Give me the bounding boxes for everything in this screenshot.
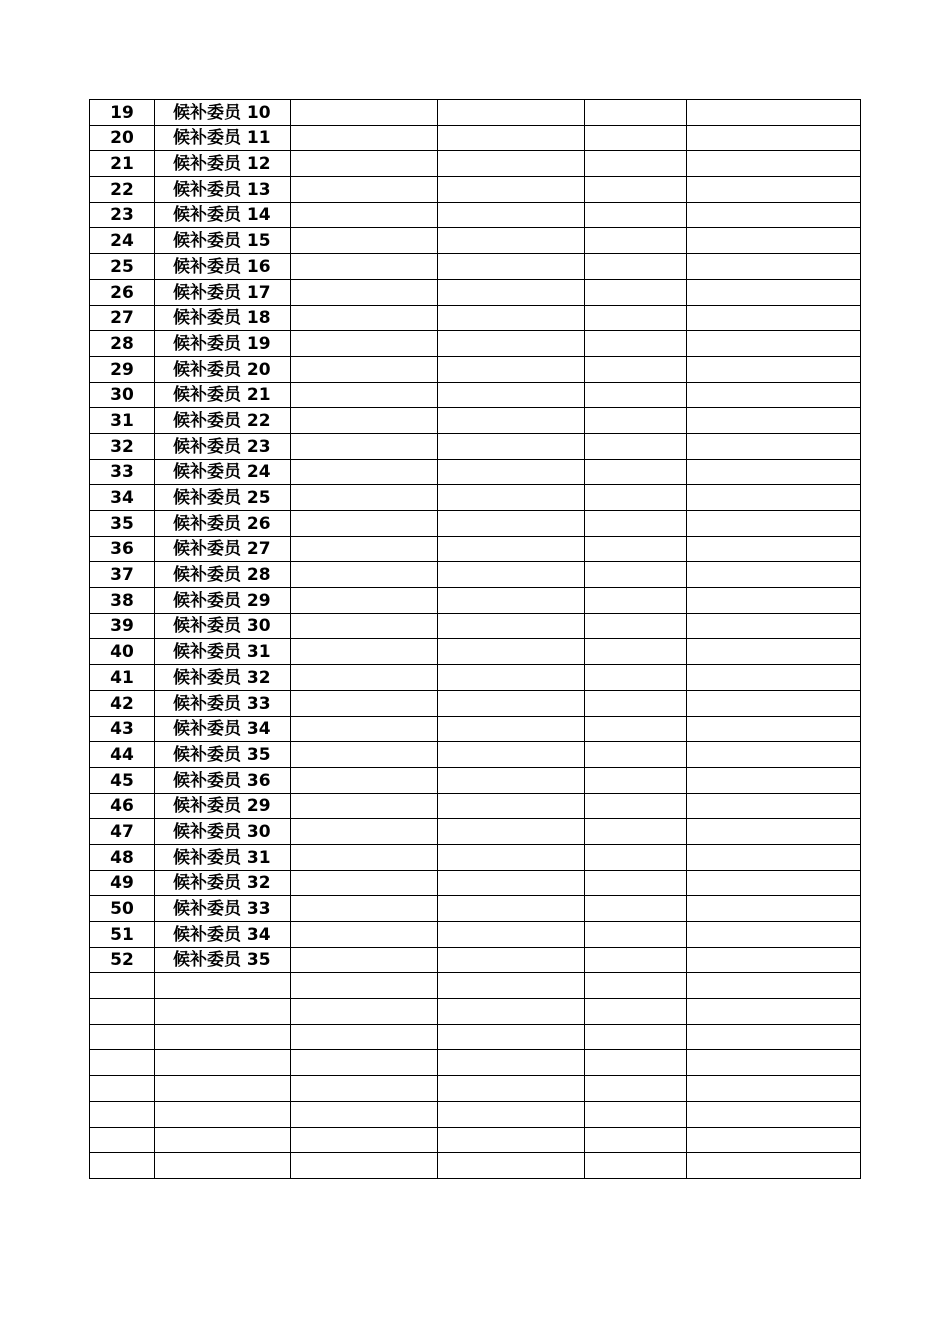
member-name-cell: 候补委员 17 [155,279,291,305]
empty-cell [585,151,687,177]
empty-cell [585,716,687,742]
table-row [90,1127,861,1153]
member-name-cell: 候补委员 21 [155,382,291,408]
empty-cell [438,408,585,434]
row-number-cell: 44 [90,742,155,768]
empty-cell [291,1127,438,1153]
member-name-cell [155,1153,291,1179]
empty-cell [687,151,861,177]
table-row [90,742,861,768]
empty-cell [585,639,687,665]
empty-cell [291,356,438,382]
table-row [90,485,861,511]
row-number-cell: 50 [90,896,155,922]
empty-cell [687,613,861,639]
table-row [90,356,861,382]
empty-cell [438,716,585,742]
empty-cell [438,767,585,793]
empty-cell [585,433,687,459]
empty-cell [585,305,687,331]
empty-cell [585,819,687,845]
empty-cell [291,151,438,177]
empty-cell [291,793,438,819]
member-name-cell: 候补委员 34 [155,716,291,742]
member-name-cell [155,1076,291,1102]
table-row [90,896,861,922]
row-number-cell [90,973,155,999]
empty-cell [687,279,861,305]
empty-cell [438,793,585,819]
member-name-cell: 候补委员 33 [155,690,291,716]
table-row [90,305,861,331]
table-row [90,844,861,870]
row-number-cell: 39 [90,613,155,639]
empty-cell [291,1076,438,1102]
empty-cell [291,202,438,228]
empty-cell [291,690,438,716]
member-name-cell: 候补委员 30 [155,613,291,639]
empty-cell [687,999,861,1025]
table-row [90,536,861,562]
table-row [90,202,861,228]
row-number-cell: 41 [90,665,155,691]
empty-cell [438,511,585,537]
empty-cell [585,279,687,305]
row-number-cell: 22 [90,177,155,203]
member-name-cell: 候补委员 18 [155,305,291,331]
empty-cell [585,922,687,948]
empty-cell [687,562,861,588]
member-name-cell: 候补委员 22 [155,408,291,434]
member-name-cell: 候补委员 20 [155,356,291,382]
empty-cell [687,690,861,716]
row-number-cell [90,1024,155,1050]
row-number-cell: 49 [90,870,155,896]
empty-cell [687,1153,861,1179]
table-row [90,716,861,742]
table-row [90,228,861,254]
empty-cell [687,767,861,793]
empty-cell [585,665,687,691]
empty-cell [291,767,438,793]
empty-cell [438,1024,585,1050]
members-table [89,99,861,1179]
empty-cell [687,793,861,819]
empty-cell [438,742,585,768]
empty-cell [687,305,861,331]
member-name-cell [155,1050,291,1076]
table-row [90,947,861,973]
empty-cell [585,896,687,922]
members-table-body [90,100,861,1179]
member-name-cell [155,973,291,999]
row-number-cell: 27 [90,305,155,331]
empty-cell [291,177,438,203]
row-number-cell [90,1076,155,1102]
empty-cell [291,125,438,151]
empty-cell [585,254,687,280]
empty-cell [687,1101,861,1127]
empty-cell [438,562,585,588]
empty-cell [438,588,585,614]
empty-cell [438,922,585,948]
empty-cell [438,639,585,665]
member-name-cell: 候补委员 31 [155,844,291,870]
empty-cell [291,228,438,254]
empty-cell [291,408,438,434]
empty-cell [585,793,687,819]
empty-cell [438,202,585,228]
row-number-cell [90,999,155,1025]
empty-cell [438,690,585,716]
empty-cell [687,331,861,357]
empty-cell [585,1153,687,1179]
empty-cell [438,331,585,357]
empty-cell [291,999,438,1025]
member-name-cell: 候补委员 23 [155,433,291,459]
table-row [90,1050,861,1076]
empty-cell [438,228,585,254]
empty-cell [585,562,687,588]
member-name-cell: 候补委员 19 [155,331,291,357]
empty-cell [585,1127,687,1153]
empty-cell [291,254,438,280]
table-row [90,665,861,691]
member-name-cell: 候补委员 25 [155,485,291,511]
table-row [90,1076,861,1102]
member-name-cell: 候补委员 11 [155,125,291,151]
row-number-cell [90,1127,155,1153]
empty-cell [291,1101,438,1127]
empty-cell [687,511,861,537]
empty-cell [438,125,585,151]
table-row [90,177,861,203]
row-number-cell: 30 [90,382,155,408]
row-number-cell: 43 [90,716,155,742]
empty-cell [687,947,861,973]
empty-cell [291,896,438,922]
empty-cell [687,433,861,459]
row-number-cell: 19 [90,100,155,126]
member-name-cell: 候补委员 32 [155,870,291,896]
row-number-cell [90,1153,155,1179]
member-name-cell: 候补委员 28 [155,562,291,588]
table-row [90,588,861,614]
empty-cell [687,408,861,434]
empty-cell [585,947,687,973]
row-number-cell: 25 [90,254,155,280]
empty-cell [438,305,585,331]
row-number-cell: 48 [90,844,155,870]
member-name-cell: 候补委员 29 [155,588,291,614]
empty-cell [585,511,687,537]
empty-cell [585,202,687,228]
empty-cell [687,896,861,922]
empty-cell [438,433,585,459]
empty-cell [687,1127,861,1153]
table-row [90,331,861,357]
empty-cell [291,485,438,511]
row-number-cell: 28 [90,331,155,357]
row-number-cell: 46 [90,793,155,819]
table-row [90,999,861,1025]
member-name-cell: 候补委员 27 [155,536,291,562]
empty-cell [585,1024,687,1050]
table-row [90,1101,861,1127]
empty-cell [291,973,438,999]
empty-cell [585,485,687,511]
empty-cell [438,896,585,922]
empty-cell [585,690,687,716]
empty-cell [291,279,438,305]
member-name-cell: 候补委员 14 [155,202,291,228]
empty-cell [438,536,585,562]
table-row [90,922,861,948]
empty-cell [585,177,687,203]
empty-cell [291,536,438,562]
member-name-cell: 候补委员 35 [155,742,291,768]
empty-cell [687,819,861,845]
member-name-cell: 候补委员 36 [155,767,291,793]
row-number-cell: 51 [90,922,155,948]
row-number-cell: 26 [90,279,155,305]
empty-cell [687,356,861,382]
empty-cell [438,613,585,639]
table-row [90,870,861,896]
empty-cell [291,639,438,665]
empty-cell [585,382,687,408]
empty-cell [291,433,438,459]
empty-cell [438,100,585,126]
empty-cell [687,588,861,614]
empty-cell [291,331,438,357]
empty-cell [291,922,438,948]
member-name-cell: 候补委员 30 [155,819,291,845]
empty-cell [687,1076,861,1102]
empty-cell [585,588,687,614]
member-name-cell: 候补委员 24 [155,459,291,485]
empty-cell [438,870,585,896]
row-number-cell: 23 [90,202,155,228]
member-name-cell: 候补委员 13 [155,177,291,203]
empty-cell [438,382,585,408]
empty-cell [438,356,585,382]
table-row [90,613,861,639]
empty-cell [687,177,861,203]
empty-cell [585,1050,687,1076]
empty-cell [585,228,687,254]
empty-cell [687,639,861,665]
row-number-cell: 34 [90,485,155,511]
table-row [90,382,861,408]
empty-cell [291,588,438,614]
empty-cell [687,254,861,280]
table-row [90,1024,861,1050]
empty-cell [585,356,687,382]
empty-cell [687,228,861,254]
row-number-cell: 37 [90,562,155,588]
empty-cell [438,485,585,511]
empty-cell [687,202,861,228]
table-row [90,562,861,588]
table-row [90,767,861,793]
empty-cell [585,742,687,768]
empty-cell [585,613,687,639]
table-row [90,125,861,151]
row-number-cell: 21 [90,151,155,177]
empty-cell [438,819,585,845]
row-number-cell: 52 [90,947,155,973]
empty-cell [291,665,438,691]
empty-cell [438,973,585,999]
member-name-cell: 候补委员 31 [155,639,291,665]
empty-cell [585,870,687,896]
empty-cell [291,819,438,845]
empty-cell [687,665,861,691]
empty-cell [438,1153,585,1179]
empty-cell [291,1024,438,1050]
empty-cell [438,665,585,691]
empty-cell [687,485,861,511]
empty-cell [687,382,861,408]
table-row [90,1153,861,1179]
row-number-cell: 20 [90,125,155,151]
empty-cell [291,947,438,973]
member-name-cell: 候补委员 15 [155,228,291,254]
empty-cell [291,511,438,537]
empty-cell [687,844,861,870]
row-number-cell: 47 [90,819,155,845]
empty-cell [687,536,861,562]
member-name-cell: 候补委员 34 [155,922,291,948]
empty-cell [585,536,687,562]
empty-cell [585,125,687,151]
table-row [90,793,861,819]
table-row [90,100,861,126]
member-name-cell: 候补委员 33 [155,896,291,922]
empty-cell [585,999,687,1025]
empty-cell [687,1050,861,1076]
member-name-cell [155,1127,291,1153]
empty-cell [291,305,438,331]
row-number-cell: 36 [90,536,155,562]
table-row [90,639,861,665]
row-number-cell: 45 [90,767,155,793]
table-row [90,279,861,305]
empty-cell [291,870,438,896]
member-name-cell: 候补委员 10 [155,100,291,126]
empty-cell [585,331,687,357]
table-row [90,690,861,716]
row-number-cell: 29 [90,356,155,382]
row-number-cell: 35 [90,511,155,537]
empty-cell [291,613,438,639]
empty-cell [438,1050,585,1076]
empty-cell [687,459,861,485]
empty-cell [438,1127,585,1153]
empty-cell [687,716,861,742]
empty-cell [687,870,861,896]
row-number-cell: 32 [90,433,155,459]
row-number-cell: 33 [90,459,155,485]
empty-cell [291,1050,438,1076]
member-name-cell: 候补委员 32 [155,665,291,691]
table-row [90,973,861,999]
member-name-cell: 候补委员 12 [155,151,291,177]
empty-cell [291,382,438,408]
table-row [90,459,861,485]
empty-cell [438,1101,585,1127]
table-row [90,433,861,459]
row-number-cell [90,1101,155,1127]
row-number-cell: 42 [90,690,155,716]
empty-cell [687,922,861,948]
table-row [90,511,861,537]
member-name-cell [155,1101,291,1127]
empty-cell [585,844,687,870]
member-name-cell: 候补委员 35 [155,947,291,973]
row-number-cell: 31 [90,408,155,434]
empty-cell [438,1076,585,1102]
empty-cell [291,742,438,768]
member-name-cell: 候补委员 16 [155,254,291,280]
table-row [90,819,861,845]
empty-cell [291,459,438,485]
empty-cell [585,973,687,999]
empty-cell [291,844,438,870]
empty-cell [291,100,438,126]
empty-cell [438,254,585,280]
empty-cell [585,459,687,485]
empty-cell [291,1153,438,1179]
empty-cell [438,844,585,870]
empty-cell [585,100,687,126]
empty-cell [585,1076,687,1102]
table-row [90,408,861,434]
empty-cell [687,100,861,126]
member-name-cell [155,999,291,1025]
empty-cell [438,459,585,485]
table-row [90,254,861,280]
empty-cell [291,716,438,742]
empty-cell [438,177,585,203]
empty-cell [687,125,861,151]
row-number-cell: 24 [90,228,155,254]
empty-cell [687,1024,861,1050]
empty-cell [585,1101,687,1127]
empty-cell [585,767,687,793]
table-row [90,151,861,177]
member-name-cell: 候补委员 29 [155,793,291,819]
member-name-cell: 候补委员 26 [155,511,291,537]
empty-cell [438,947,585,973]
empty-cell [687,973,861,999]
empty-cell [438,999,585,1025]
empty-cell [438,279,585,305]
empty-cell [687,742,861,768]
empty-cell [438,151,585,177]
empty-cell [291,562,438,588]
row-number-cell [90,1050,155,1076]
member-name-cell [155,1024,291,1050]
row-number-cell: 40 [90,639,155,665]
empty-cell [585,408,687,434]
row-number-cell: 38 [90,588,155,614]
